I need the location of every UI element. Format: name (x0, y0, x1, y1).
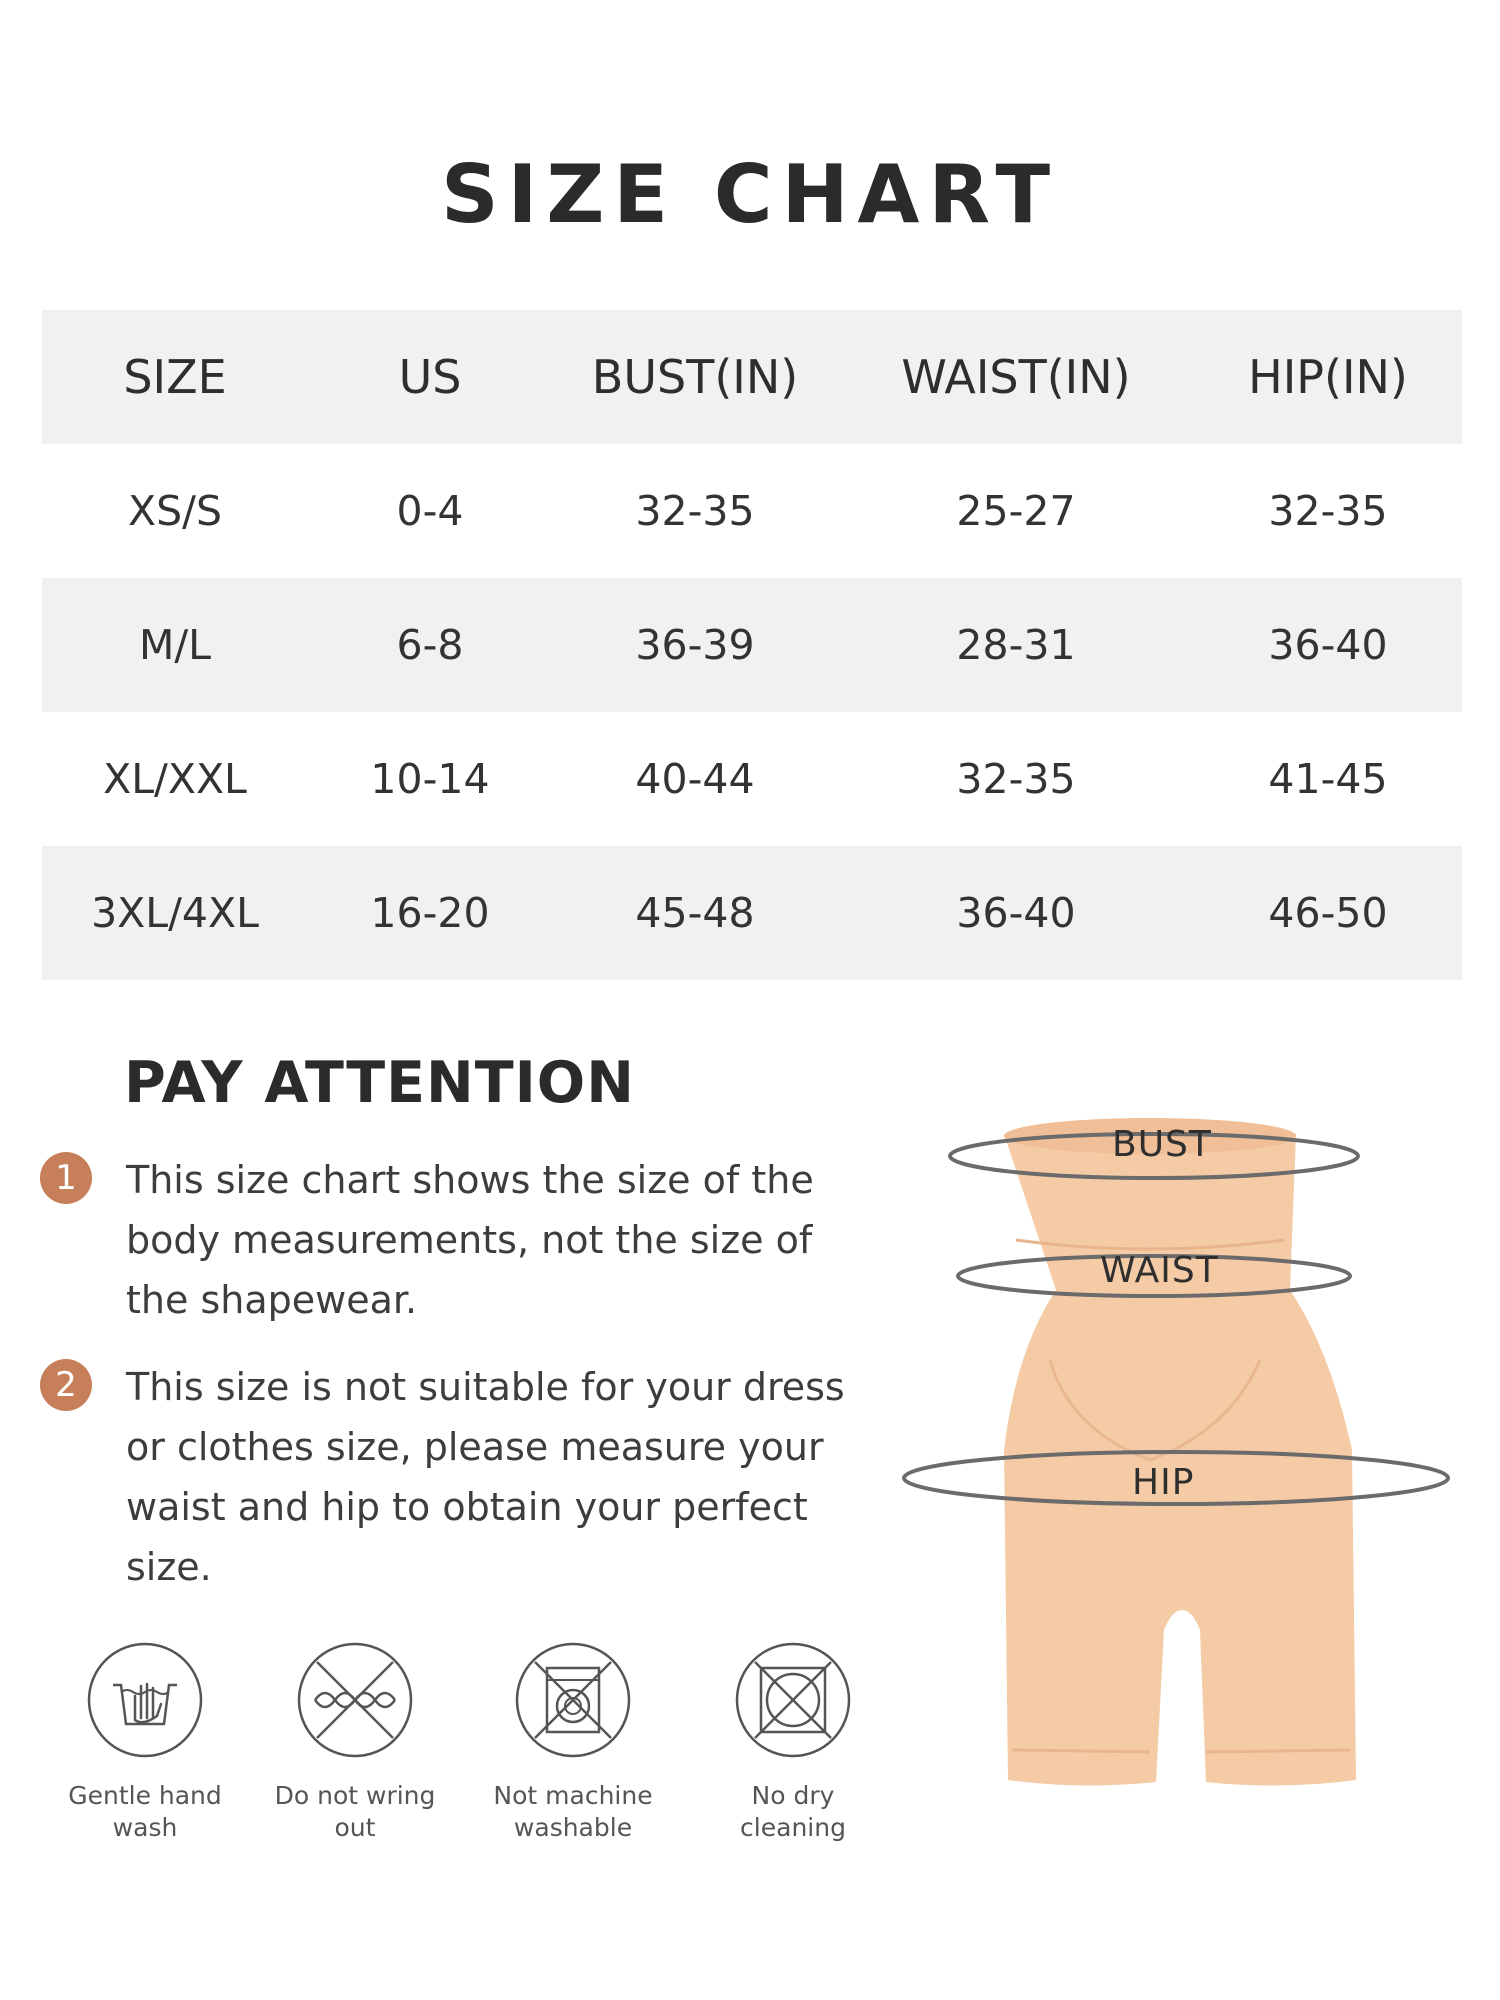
header-us: US (398, 350, 462, 404)
size-chart-title: SIZE CHART (440, 148, 1060, 241)
table-row (42, 712, 1462, 846)
shapewear-figure (900, 1090, 1480, 1810)
table-cell: 41-45 (1268, 755, 1388, 803)
table-cell: 10-14 (370, 755, 490, 803)
table-cell: 6-8 (396, 621, 464, 669)
table-row (42, 846, 1462, 980)
table-row (42, 578, 1462, 712)
header-hip: HIP(IN) (1248, 350, 1408, 404)
shapewear-illustration (900, 1090, 1480, 1810)
size-table (42, 310, 1462, 980)
table-cell: 0-4 (396, 487, 464, 535)
bust-label: BUST (1112, 1124, 1212, 1165)
table-cell: 46-50 (1268, 889, 1388, 937)
table-cell: 28-31 (956, 621, 1076, 669)
note-number-badge: 1 (40, 1152, 92, 1204)
table-cell: 36-40 (956, 889, 1076, 937)
table-cell: 3XL/4XL (91, 889, 259, 937)
care-item-no-wring (260, 1640, 450, 1844)
table-cell: 45-48 (635, 889, 755, 937)
table-cell: 36-40 (1268, 621, 1388, 669)
hand-wash-icon (85, 1640, 205, 1760)
pay-attention-heading: PAY ATTENTION (124, 1050, 635, 1116)
table-cell: 36-39 (635, 621, 755, 669)
no-wring-icon (295, 1640, 415, 1760)
table-cell: 32-35 (635, 487, 755, 535)
no-dry-clean-icon (733, 1640, 853, 1760)
note-number-badge: 2 (40, 1359, 92, 1411)
garment-hem (1012, 1750, 1350, 1752)
header-bust: BUST(IN) (591, 350, 799, 404)
table-cell: XS/S (128, 487, 222, 535)
attention-note-1 (40, 1150, 860, 1350)
care-label: Not machine washable (493, 1781, 653, 1842)
care-label: Do not wring out (274, 1781, 436, 1842)
care-item-no-machine-wash (478, 1640, 668, 1844)
attention-note-2 (40, 1357, 860, 1607)
table-header-row (42, 310, 1462, 444)
table-cell: 32-35 (1268, 487, 1388, 535)
no-machine-wash-icon (513, 1640, 633, 1760)
header-size: SIZE (123, 350, 227, 404)
waist-label: WAIST (1100, 1250, 1219, 1291)
table-cell: 25-27 (956, 487, 1076, 535)
care-item-hand-wash (50, 1640, 240, 1844)
hip-label: HIP (1132, 1462, 1195, 1503)
care-label: Gentle hand wash (68, 1781, 222, 1842)
table-cell: 16-20 (370, 889, 490, 937)
care-label: No dry cleaning (740, 1781, 846, 1842)
note-text: This size is not suitable for your dress or clothes size, please measure your waist and hip to obtain your perfect size. (126, 1365, 845, 1589)
header-waist: WAIST(IN) (901, 350, 1131, 404)
care-item-no-dry-clean (698, 1640, 888, 1844)
table-cell: XL/XXL (103, 755, 247, 803)
table-row (42, 444, 1462, 578)
table-cell: 40-44 (635, 755, 755, 803)
note-text: This size chart shows the size of the body measurements, not the size of the shapewear. (126, 1158, 814, 1322)
table-cell: M/L (138, 621, 212, 669)
table-cell: 32-35 (956, 755, 1076, 803)
